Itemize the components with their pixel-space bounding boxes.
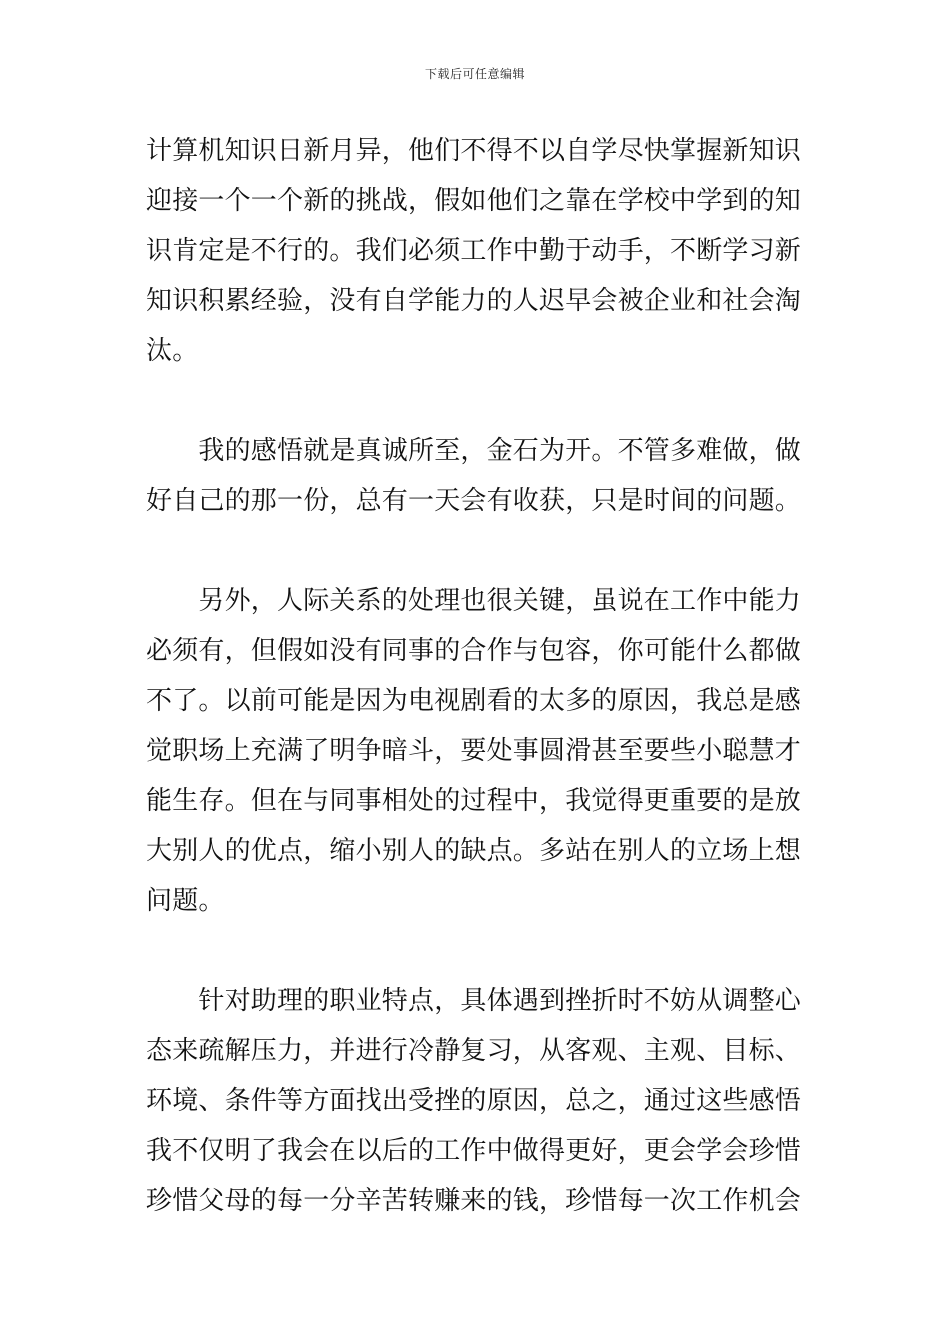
paragraph-gap [146, 376, 810, 426]
text-line: 我不仅明了我会在以后的工作中做得更好，更会学会珍惜 [146, 1136, 802, 1166]
text-line: 必须有，但假如没有同事的合作与包容，你可能什么都做 [146, 636, 802, 666]
text-line: 问题。 [146, 886, 225, 916]
text-line: 汰。 [146, 336, 199, 366]
text-line: 另外，人际关系的处理也很关键，虽说在工作中能力 [146, 586, 802, 616]
paragraph [146, 976, 810, 1226]
page-header: 下载后可任意编辑 [424, 67, 525, 81]
text-line: 我的感悟就是真诚所至，金石为开。不管多难做，做 [146, 436, 802, 466]
text-line: 迎接一个一个新的挑战，假如他们之靠在学校中学到的知 [146, 186, 802, 216]
text-line: 识肯定是不行的。我们必须工作中勤于动手，不断学习新 [146, 236, 802, 266]
text-line: 环境、条件等方面找出受挫的原因，总之，通过这些感悟 [146, 1086, 802, 1116]
paragraph-gap [146, 926, 810, 976]
paragraph [146, 576, 810, 926]
text-line: 大别人的优点，缩小别人的缺点。多站在别人的立场上想 [146, 836, 802, 866]
text-line: 能生存。但在与同事相处的过程中，我觉得更重要的是放 [146, 786, 802, 816]
text-line: 觉职场上充满了明争暗斗，要处事圆滑甚至要些小聪慧才 [146, 736, 802, 766]
text-line: 不了。以前可能是因为电视剧看的太多的原因，我总是感 [146, 686, 802, 716]
text-line: 珍惜父母的每一分辛苦转赚来的钱，珍惜每一次工作机会 [146, 1186, 802, 1216]
document-body [146, 126, 810, 1226]
text-line: 知识积累经验，没有自学能力的人迟早会被企业和社会淘 [146, 286, 802, 316]
text-line: 针对助理的职业特点，具体遇到挫折时不妨从调整心 [146, 986, 802, 1016]
paragraph-gap [146, 526, 810, 576]
text-line: 态来疏解压力，并进行冷静复习，从客观、主观、目标、 [146, 1036, 802, 1066]
text-line: 好自己的那一份，总有一天会有收获，只是时间的问题。 [146, 486, 802, 516]
paragraph [146, 426, 810, 526]
paragraph [146, 126, 810, 376]
text-line: 计算机知识日新月异，他们不得不以自学尽快掌握新知识 [146, 136, 802, 166]
